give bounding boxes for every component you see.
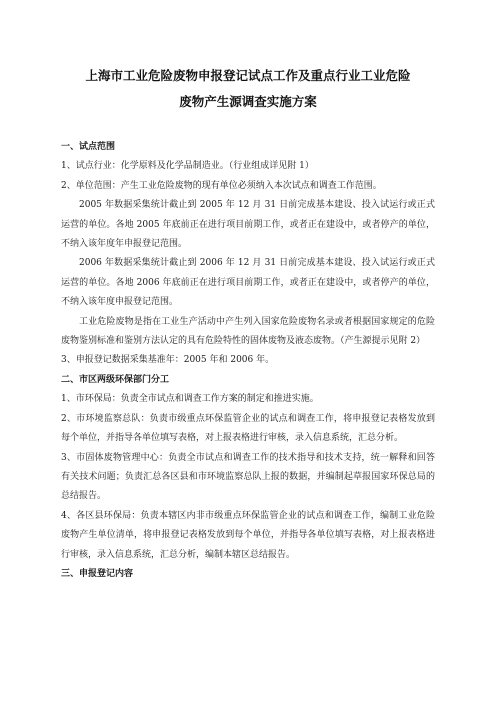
document-title-line-1: 上海市工业危险废物申报登记试点工作及重点行业工业危险 bbox=[85, 68, 411, 83]
section-heading: 三、申报登记内容 bbox=[61, 568, 134, 579]
list-item: 3、申报登记数据采集基准年：2005 年和 2006 年。 bbox=[61, 355, 275, 366]
list-item: 1、市环保局：负责全市试点和调查工作方案的制定和推进实施。 bbox=[61, 394, 319, 405]
section-heading: 一、试点范围 bbox=[61, 142, 116, 152]
document-body bbox=[61, 138, 435, 584]
list-item: 2、市环境监察总队：负责市级重点环保监管企业的试点和调查工作，将申报登记表格发放到每个单位，并指导各单位填写表格，对上报表格进行审核，录入信息系统，汇总分析。 bbox=[61, 413, 435, 444]
list-item: 2、单位范围：产生工业危险废物的现有单位必须纳入本次试点和调查工作范围。 bbox=[61, 180, 382, 191]
list-item: 1、试点行业：化学原料及化学品制造业。（行业组成详见附 1） bbox=[61, 161, 314, 172]
body-paragraph: 2005 年数据采集统计截止到 2005 年 12 月 31 日前完成基本建设、投入试运行或正式运营的单位。各地 2005 年底前正在进行项目前期工作，或者正在建设中，或者停产的单位，不纳入该年度年申报登记范围。 bbox=[61, 200, 435, 250]
document-title-line-2: 废物产生源调查实施方案 bbox=[179, 94, 317, 109]
section-heading: 二、市区两级环保部门分工 bbox=[61, 374, 170, 385]
body-paragraph: 工业危险废物是指在工业生产活动中产生列入国家危险废物名录或者根据国家规定的危险废物鉴别标准和鉴别方法认定的具有危险特性的固体废物及液态废物。（产生源提示见附 2） bbox=[61, 316, 435, 347]
list-item: 4、各区县环保局：负责本辖区内非市级重点环保监管企业的试点和调查工作，编制工业危险废物产生单位清单，将申报登记表格发放到每个单位，并指导各单位填写表格，对上报表格进行审核，录入信息系统，汇总分析，编制本辖区总结报告。 bbox=[61, 510, 435, 560]
body-paragraph: 2006 年数据采集统计截止到 2006 年 12 月 31 日前完成基本建设、投入试运行或正式运营的单位。各地 2006 年底前正在进行项目前期工作，或者正在建设中，或者停产的单位，不纳入该年度申报登记范围。 bbox=[61, 258, 435, 308]
list-item: 3、市固体废物管理中心：负责全市试点和调查工作的技术指导和技术支持，统一解释和回答有关技术问题；负责汇总各区县和市环境监察总队上报的数据，并编制起草报国家环保总局的总结报告。 bbox=[61, 452, 435, 502]
